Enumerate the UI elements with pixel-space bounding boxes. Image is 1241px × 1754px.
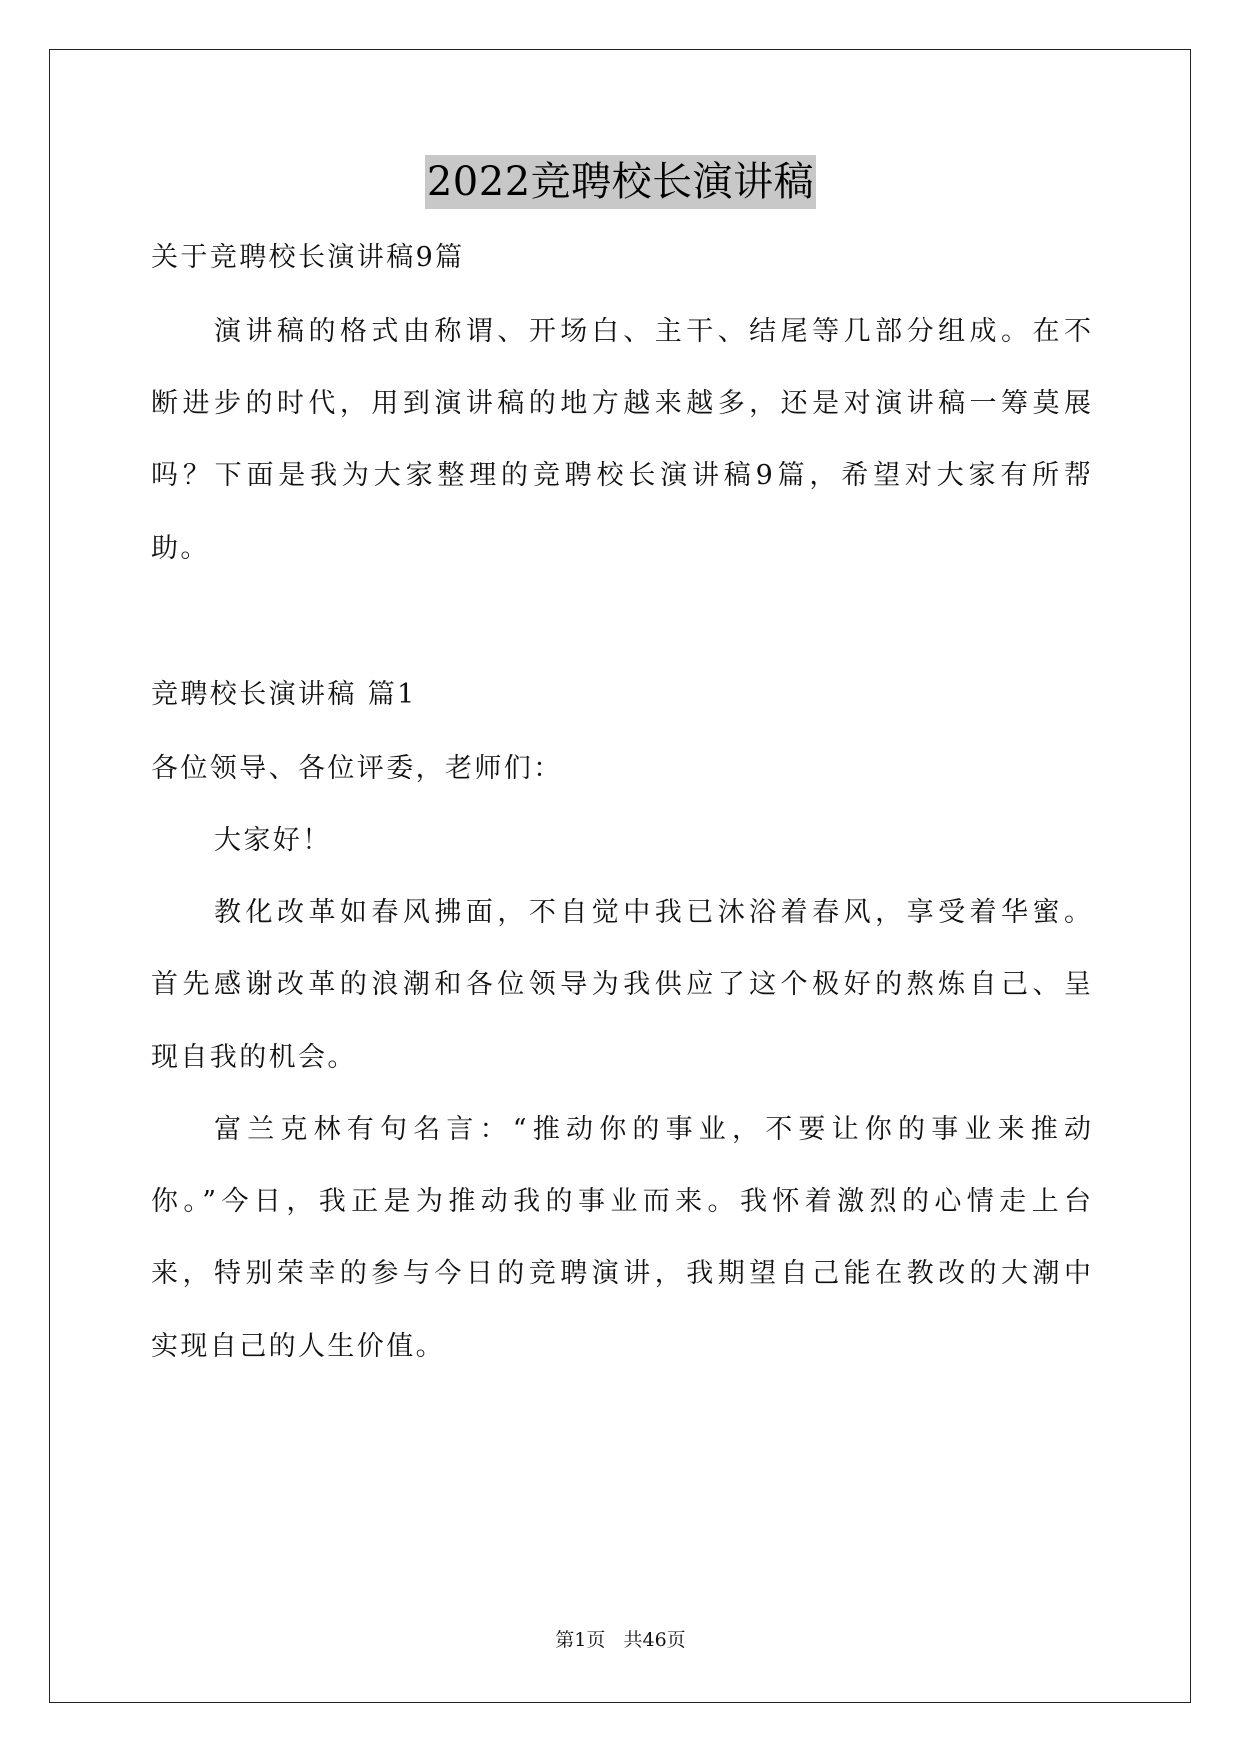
title-block — [0, 155, 1241, 209]
intro-line-3: 吗？下面是我为大家整理的竞聘校长演讲稿9篇，希望对大家有所帮 — [151, 460, 1091, 491]
para2-line-2: 你。”今日，我正是为推动我的事业而来。我怀着激烈的心情走上台 — [151, 1186, 1091, 1217]
document-subtitle: 关于竞聘校长演讲稿9篇 — [151, 242, 465, 273]
page-footer — [0, 1628, 1241, 1652]
section-heading: 竞聘校长演讲稿 篇1 — [151, 679, 417, 710]
para1-line-3: 现自我的机会。 — [151, 1042, 357, 1073]
greeting: 大家好！ — [214, 825, 332, 856]
intro-line-2: 断进步的时代，用到演讲稿的地方越来越多，还是对演讲稿一筹莫展 — [151, 388, 1091, 419]
salutation: 各位领导、各位评委，老师们： — [151, 753, 563, 784]
para1-line-2: 首先感谢改革的浪潮和各位领导为我供应了这个极好的熬炼自己、呈 — [151, 969, 1091, 1000]
page-number-label: 第1页 共46页 — [555, 1629, 686, 1651]
para2-line-1: 富兰克林有句名言：“推动你的事业，不要让你的事业来推动 — [214, 1114, 1091, 1145]
para2-line-4: 实现自己的人生价值。 — [151, 1331, 445, 1362]
intro-line-1: 演讲稿的格式由称谓、开场白、主干、结尾等几部分组成。在不 — [214, 316, 1091, 347]
para1-line-1: 教化改革如春风拂面，不自觉中我已沐浴着春风，享受着华蜜。 — [214, 897, 1091, 928]
para2-line-3: 来，特别荣幸的参与今日的竞聘演讲，我期望自己能在教改的大潮中 — [151, 1258, 1091, 1289]
page-border — [49, 49, 1191, 1703]
intro-line-4: 助。 — [151, 533, 210, 564]
document-title: 2022竞聘校长演讲稿 — [425, 155, 816, 209]
